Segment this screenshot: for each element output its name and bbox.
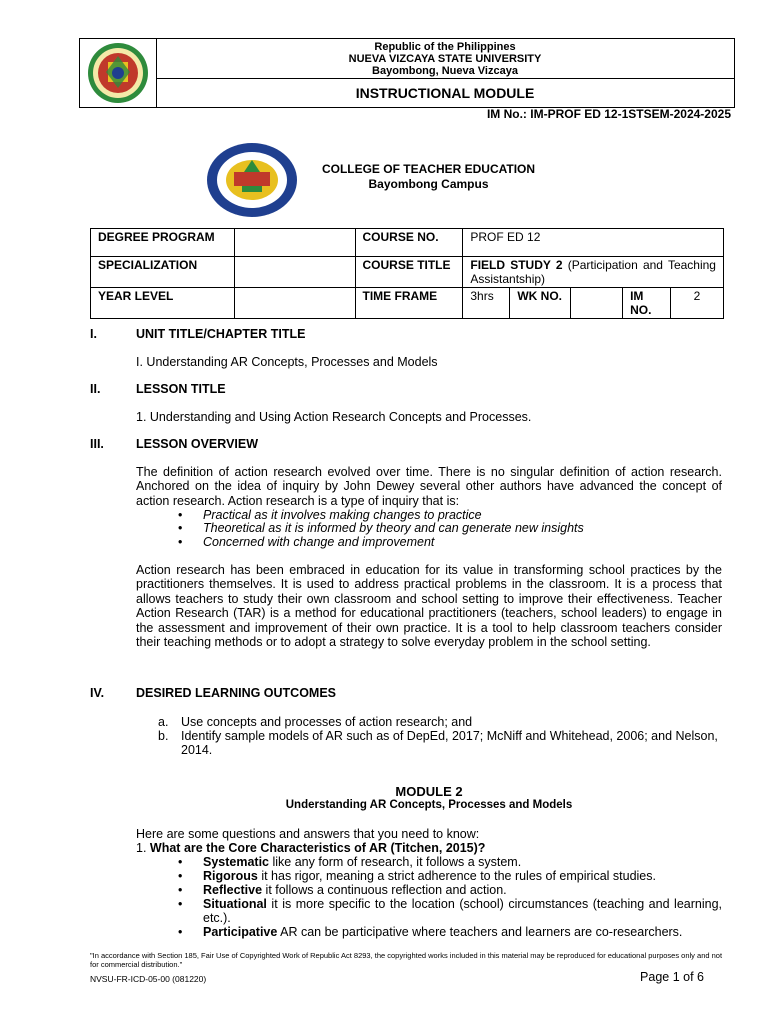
list-item: • Reflective it follows a continuous reflection and action. [178,883,507,897]
section-3-paragraph-1: The definition of action research evolved over time. There is no singular definition of action research. Anchored on the idea of inquiry by John Dewey several other authors have advanced the concept of action research. Action research is a type of inquiry that is: [136,465,722,508]
time-frame-label: TIME FRAME [355,288,463,319]
outcome-b-marker: b. [158,729,169,743]
university-location: Bayombong, Nueva Vizcaya [372,65,518,77]
section-2-number: II. [90,382,101,396]
header-box [79,38,735,108]
form-code: NVSU-FR-ICD-05-00 (081220) [90,974,207,984]
section-3-number: III. [90,437,104,451]
section-1-body: I. Understanding AR Concepts, Processes and Models [136,355,438,369]
wk-no-label: WK NO. [510,288,571,319]
section-1-title: UNIT TITLE/CHAPTER TITLE [136,327,306,341]
section-4-number: IV. [90,686,105,700]
module-title: MODULE 2 [395,784,463,799]
specialization-value [234,257,355,288]
college-heading [306,162,551,192]
module-type-title: INSTRUCTIONAL MODULE [355,85,535,101]
course-no-label: COURSE NO. [355,229,463,257]
page-number: Page 1 of 6 [640,970,704,984]
section-3-paragraph-2: Action research has been embraced in education for its value in transforming school practices by the practitioners themselves. It is used to address practical problems in the classroom. It is a process that allows teachers to study their own classroom and school setting to improve their effectiveness. Teacher Action Research (TAR) is a method for educational practitioners (teachers, school leaders) to engage in the assessment and improvement of their own practice. It is a tool to help classroom teachers consider their teaching methods or to adopt a strategy to solve everyday problem in the school setting. [136,563,722,650]
specialization-label: SPECIALIZATION [91,257,235,288]
outcome-a-marker: a. [158,715,169,729]
college-campus: Bayombong Campus [368,177,489,191]
im-number: IM No.: IM-PROF ED 12-1STSEM-2024-2025 [486,107,731,121]
course-title-rest: (Participation and Teaching Assistantship) [470,258,716,286]
course-title-bold: FIELD STUDY 2 [470,258,563,272]
section-4-title: DESIRED LEARNING OUTCOMES [136,686,337,700]
section-2-title: LESSON TITLE [136,382,226,396]
question-1: 1. What are the Core Characteristics of AR (Titchen, 2015)? [136,841,486,855]
list-item: • Situational it is more specific to the location (school) circumstances (teaching and learning, etc.). [178,897,722,925]
list-item: • Participative AR can be participative where teachers and learners are co-researchers. [178,925,683,939]
section-3-title: LESSON OVERVIEW [136,437,259,451]
module-intro: Here are some questions and answers that you need to know: [136,827,480,841]
list-item: • Rigorous it has rigor, meaning a strict adherence to the rules of empirical studies. [178,869,656,883]
college-seal-icon [206,142,298,218]
table-row [91,288,724,319]
im-no-value: 2 [671,288,724,319]
wk-no-value [571,288,623,319]
course-no-value: PROF ED 12 [463,229,724,257]
university-logo-cell [80,39,157,107]
college-name: COLLEGE OF TEACHER EDUCATION [321,162,536,176]
outcome-b: Identify sample models of AR such as of DepEd, 2017; McNiff and Whitehead, 2006; and Nelson, 2014. [181,729,718,758]
section-2-body: 1. Understanding and Using Action Research Concepts and Processes. [136,410,532,424]
republic-text: Republic of the Philippines [374,41,516,53]
module-subtitle: Understanding AR Concepts, Processes and Models [285,799,573,811]
course-title-value [463,257,724,288]
im-no-label: IM NO. [623,288,671,319]
year-level-label: YEAR LEVEL [91,288,235,319]
degree-label: DEGREE PROGRAM [91,229,235,257]
list-item: • Systematic like any form of research, it follows a system. [178,855,522,869]
time-frame-value: 3hrs [463,288,510,319]
course-title-label: COURSE TITLE [355,257,463,288]
university-info-cell [156,39,734,79]
year-level-value [234,288,355,319]
section-1-number: I. [90,327,97,341]
degree-value [234,229,355,257]
copyright-footnote: "In accordance with Section 185, Fair Use of Copyrighted Work of Republic Act 8293, the copyrighted works included in this material may be reproduced for educational purposes only and not for commercial distribution." [90,951,723,969]
table-row [91,229,724,257]
nvsu-seal-icon [87,42,149,104]
table-row [91,257,724,288]
course-info-table [90,228,724,319]
outcome-a: Use concepts and processes of action research; and [181,715,473,729]
university-name: NUEVA VIZCAYA STATE UNIVERSITY [348,53,542,65]
